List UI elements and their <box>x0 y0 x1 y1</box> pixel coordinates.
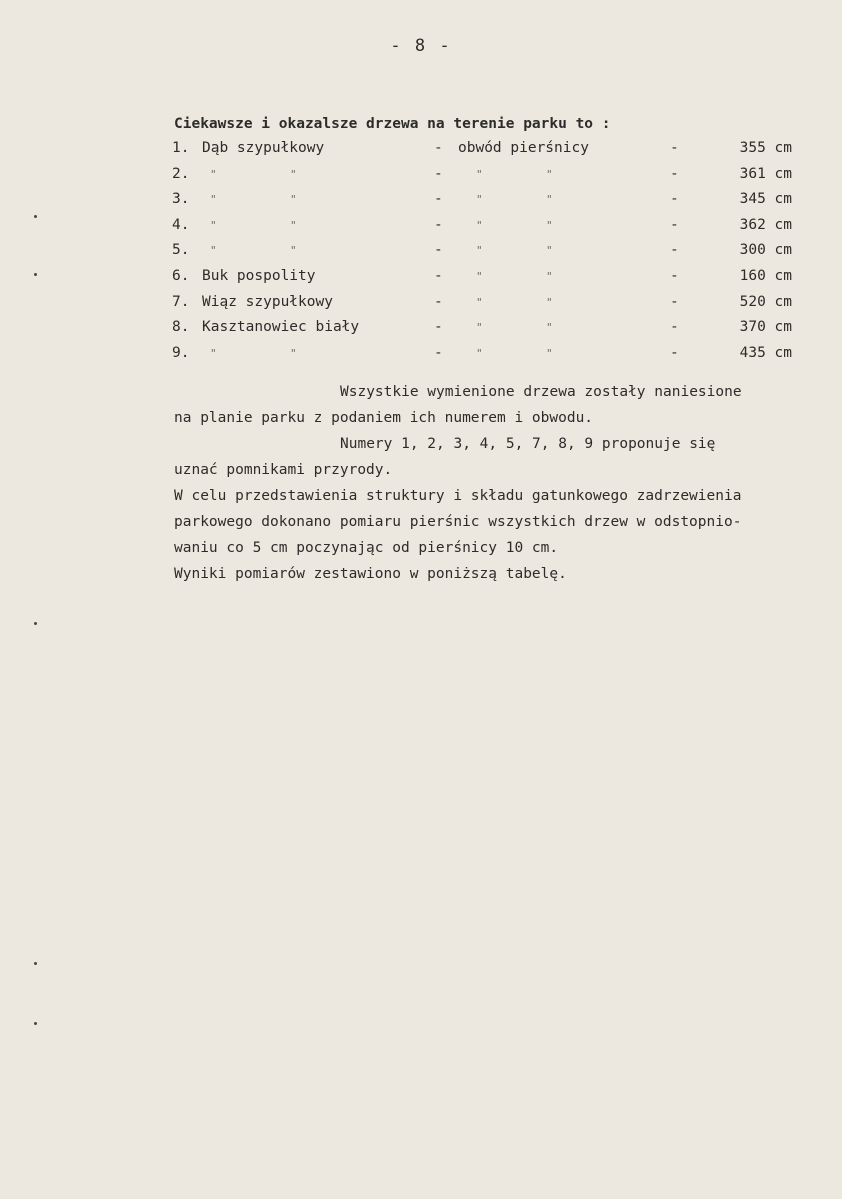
dash-separator: - <box>670 165 679 182</box>
dash-separator: - <box>434 267 443 284</box>
dash-separator: - <box>670 319 679 336</box>
dash-separator: - <box>670 216 679 233</box>
dash-separator: - <box>670 293 679 310</box>
circumference-value: 300 cm <box>739 242 792 259</box>
tree-row <box>172 268 802 294</box>
tree-row <box>172 191 802 217</box>
circumference-value: 520 cm <box>739 293 792 310</box>
tree-number: 3. <box>172 191 190 208</box>
ditto-mark: " <box>546 218 553 232</box>
circumference-value: 370 cm <box>739 319 792 336</box>
dash-separator: - <box>434 140 443 156</box>
ditto-mark: " <box>290 167 297 181</box>
ditto-mark: " <box>290 218 297 232</box>
dash-separator: - <box>670 140 679 156</box>
tree-number: 6. <box>172 267 190 284</box>
paragraph-line: waniu co 5 cm poczynając od pierśnicy 10 cm. <box>174 540 559 556</box>
circumference-value: 345 cm <box>739 191 792 208</box>
tree-number: 9. <box>172 344 190 361</box>
dash-separator: - <box>434 319 443 336</box>
paragraph-line <box>174 431 715 457</box>
ditto-mark: " <box>476 295 483 309</box>
tree-row <box>172 217 802 243</box>
tree-row <box>172 166 802 192</box>
tree-name: Wiąz szypułkowy <box>202 293 333 310</box>
scan-speck <box>34 962 37 965</box>
ditto-mark: " <box>290 244 297 258</box>
measure-label: obwód pierśnicy <box>458 140 589 156</box>
paragraph-plan <box>174 379 742 431</box>
tree-name: Kasztanowiec biały <box>202 319 360 336</box>
paragraph-text: Numery 1, 2, 3, 4, 5, 7, 8, 9 proponuje się <box>340 436 716 452</box>
circumference-value: 361 cm <box>739 165 792 182</box>
dash-separator: - <box>434 242 443 259</box>
ditto-mark: " <box>476 193 483 207</box>
paragraph-measurements <box>174 483 741 587</box>
tree-number: 1. <box>172 140 190 156</box>
circumference-value: 362 cm <box>739 216 792 233</box>
tree-row <box>172 319 802 345</box>
scan-speck <box>34 215 37 218</box>
ditto-mark: " <box>546 193 553 207</box>
ditto-mark: " <box>546 244 553 258</box>
paragraph-line: Wyniki pomiarów zestawiono w poniższą tabelę. <box>174 566 567 582</box>
ditto-mark: " <box>546 321 553 335</box>
ditto-mark: " <box>210 193 217 207</box>
ditto-mark: " <box>476 244 483 258</box>
circumference-value: 435 cm <box>739 344 792 361</box>
dash-separator: - <box>670 242 679 259</box>
scan-speck <box>34 273 37 276</box>
ditto-mark: " <box>290 346 297 360</box>
scan-speck <box>34 622 37 625</box>
tree-number: 8. <box>172 319 190 336</box>
ditto-mark: " <box>476 167 483 181</box>
ditto-mark: " <box>476 321 483 335</box>
dash-separator: - <box>670 344 679 361</box>
paragraph-monuments <box>174 431 715 483</box>
scan-speck <box>34 1022 37 1025</box>
ditto-mark: " <box>546 346 553 360</box>
tree-row <box>172 140 802 166</box>
dash-separator: - <box>434 165 443 182</box>
paragraph-line: parkowego dokonano pomiaru pierśnic wszystkich drzew w odstopnio- <box>174 514 742 530</box>
dash-separator: - <box>434 216 443 233</box>
paragraph-text: Wszystkie wymienione drzewa zostały naniesione <box>340 384 742 400</box>
tree-number: 5. <box>172 242 190 259</box>
ditto-mark: " <box>546 167 553 181</box>
paragraph-line: W celu przedstawienia struktury i składu gatunkowego zadrzewienia <box>174 488 742 504</box>
ditto-mark: " <box>546 269 553 283</box>
dash-separator: - <box>670 191 679 208</box>
tree-name: Buk pospolity <box>202 267 316 284</box>
ditto-mark: " <box>210 346 217 360</box>
tree-row <box>172 345 802 371</box>
circumference-value: 160 cm <box>739 267 792 284</box>
ditto-mark: " <box>546 295 553 309</box>
tree-number: 2. <box>172 165 190 182</box>
tree-number: 4. <box>172 216 190 233</box>
paragraph-line: uznać pomnikami przyrody. <box>174 462 393 478</box>
page-number: - 8 - <box>390 36 452 56</box>
dash-separator: - <box>670 267 679 284</box>
tree-number: 7. <box>172 293 190 310</box>
dash-separator: - <box>434 293 443 310</box>
intro-heading: Ciekawsze i okazalsze drzewa na terenie parku to : <box>174 116 611 132</box>
ditto-mark: " <box>476 269 483 283</box>
tree-row <box>172 242 802 268</box>
tree-list <box>172 140 802 370</box>
paragraph-line <box>174 379 742 405</box>
ditto-mark: " <box>476 346 483 360</box>
circumference-value: 355 cm <box>739 140 792 156</box>
tree-row <box>172 294 802 320</box>
ditto-mark: " <box>210 218 217 232</box>
dash-separator: - <box>434 191 443 208</box>
ditto-mark: " <box>210 244 217 258</box>
dash-separator: - <box>434 344 443 361</box>
ditto-mark: " <box>290 193 297 207</box>
tree-name: Dąb szypułkowy <box>202 140 325 156</box>
paragraph-line: na planie parku z podaniem ich numerem i obwodu. <box>174 410 594 426</box>
ditto-mark: " <box>476 218 483 232</box>
ditto-mark: " <box>210 167 217 181</box>
